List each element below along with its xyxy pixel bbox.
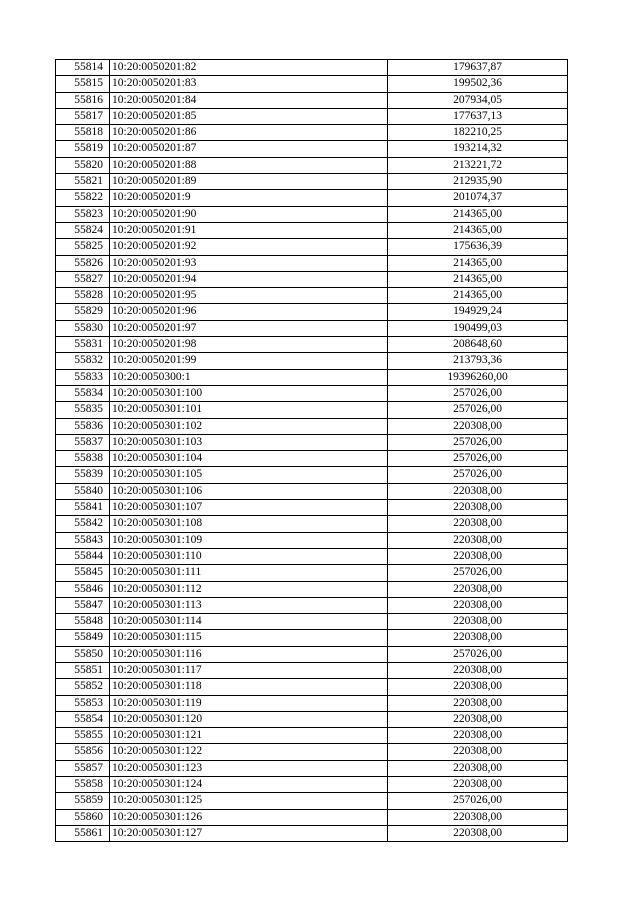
value-cell: 220308,00 xyxy=(388,597,568,613)
row-number-cell: 55825 xyxy=(56,239,110,255)
cadastral-number-cell: 10:20:0050301:119 xyxy=(110,695,388,711)
cadastral-number-cell: 10:20:0050201:90 xyxy=(110,206,388,222)
table-row xyxy=(56,402,568,418)
cadastral-number-cell: 10:20:0050201:94 xyxy=(110,271,388,287)
cadastral-number-cell: 10:20:0050201:84 xyxy=(110,92,388,108)
cadastral-number-cell: 10:20:0050201:87 xyxy=(110,141,388,157)
value-cell: 220308,00 xyxy=(388,695,568,711)
table-row xyxy=(56,190,568,206)
value-cell: 220308,00 xyxy=(388,662,568,678)
row-number-cell: 55852 xyxy=(56,679,110,695)
cadastral-number-cell: 10:20:0050201:93 xyxy=(110,255,388,271)
value-cell: 220308,00 xyxy=(388,532,568,548)
row-number-cell: 55823 xyxy=(56,206,110,222)
cadastral-number-cell: 10:20:0050301:112 xyxy=(110,581,388,597)
row-number-cell: 55833 xyxy=(56,369,110,385)
table-row xyxy=(56,565,568,581)
value-cell: 220308,00 xyxy=(388,679,568,695)
cadastral-number-cell: 10:20:0050201:92 xyxy=(110,239,388,255)
table-row xyxy=(56,760,568,776)
table-row xyxy=(56,777,568,793)
value-cell: 213793,36 xyxy=(388,353,568,369)
value-cell: 257026,00 xyxy=(388,385,568,401)
table-row xyxy=(56,581,568,597)
cadastral-number-cell: 10:20:0050201:9 xyxy=(110,190,388,206)
table-row xyxy=(56,662,568,678)
cadastral-number-cell: 10:20:0050201:98 xyxy=(110,337,388,353)
table-row xyxy=(56,614,568,630)
table-row xyxy=(56,532,568,548)
value-cell: 190499,03 xyxy=(388,320,568,336)
cadastral-number-cell: 10:20:0050201:96 xyxy=(110,304,388,320)
value-cell: 19396260,00 xyxy=(388,369,568,385)
row-number-cell: 55828 xyxy=(56,288,110,304)
value-cell: 208648,60 xyxy=(388,337,568,353)
cadastral-number-cell: 10:20:0050301:126 xyxy=(110,809,388,825)
row-number-cell: 55819 xyxy=(56,141,110,157)
table-row xyxy=(56,255,568,271)
cadastral-number-cell: 10:20:0050301:107 xyxy=(110,500,388,516)
row-number-cell: 55832 xyxy=(56,353,110,369)
value-cell: 257026,00 xyxy=(388,467,568,483)
row-number-cell: 55855 xyxy=(56,728,110,744)
cadastral-number-cell: 10:20:0050201:88 xyxy=(110,157,388,173)
value-cell: 257026,00 xyxy=(388,402,568,418)
cadastral-number-cell: 10:20:0050201:86 xyxy=(110,125,388,141)
value-cell: 220308,00 xyxy=(388,760,568,776)
table-row xyxy=(56,337,568,353)
table-row xyxy=(56,744,568,760)
value-cell: 220308,00 xyxy=(388,777,568,793)
value-cell: 193214,32 xyxy=(388,141,568,157)
value-cell: 182210,25 xyxy=(388,125,568,141)
table-row xyxy=(56,60,568,76)
table-row xyxy=(56,548,568,564)
table-row xyxy=(56,711,568,727)
table-row xyxy=(56,646,568,662)
table-row xyxy=(56,825,568,841)
value-cell: 214365,00 xyxy=(388,288,568,304)
table-row xyxy=(56,92,568,108)
cadastral-number-cell: 10:20:0050301:104 xyxy=(110,451,388,467)
value-cell: 220308,00 xyxy=(388,728,568,744)
value-cell: 175636,39 xyxy=(388,239,568,255)
value-cell: 257026,00 xyxy=(388,793,568,809)
cadastral-number-cell: 10:20:0050301:106 xyxy=(110,483,388,499)
table-row xyxy=(56,108,568,124)
row-number-cell: 55861 xyxy=(56,825,110,841)
table-row xyxy=(56,174,568,190)
table-row xyxy=(56,434,568,450)
row-number-cell: 55857 xyxy=(56,760,110,776)
table-row xyxy=(56,385,568,401)
row-number-cell: 55850 xyxy=(56,646,110,662)
cadastral-number-cell: 10:20:0050301:114 xyxy=(110,614,388,630)
cadastral-number-cell: 10:20:0050201:99 xyxy=(110,353,388,369)
table-row xyxy=(56,728,568,744)
table-row xyxy=(56,793,568,809)
cadastral-number-cell: 10:20:0050301:121 xyxy=(110,728,388,744)
table-body xyxy=(56,60,568,842)
row-number-cell: 55851 xyxy=(56,662,110,678)
table-row xyxy=(56,695,568,711)
table-row xyxy=(56,369,568,385)
value-cell: 257026,00 xyxy=(388,434,568,450)
value-cell: 214365,00 xyxy=(388,271,568,287)
table-row xyxy=(56,304,568,320)
row-number-cell: 55853 xyxy=(56,695,110,711)
row-number-cell: 55847 xyxy=(56,597,110,613)
table-row xyxy=(56,76,568,92)
row-number-cell: 55827 xyxy=(56,271,110,287)
cadastral-number-cell: 10:20:0050301:109 xyxy=(110,532,388,548)
row-number-cell: 55831 xyxy=(56,337,110,353)
table-row xyxy=(56,125,568,141)
row-number-cell: 55818 xyxy=(56,125,110,141)
cadastral-number-cell: 10:20:0050301:124 xyxy=(110,777,388,793)
table-row xyxy=(56,630,568,646)
cadastral-number-cell: 10:20:0050301:125 xyxy=(110,793,388,809)
table-row xyxy=(56,467,568,483)
value-cell: 220308,00 xyxy=(388,809,568,825)
table-row xyxy=(56,516,568,532)
cadastral-number-cell: 10:20:0050301:113 xyxy=(110,597,388,613)
row-number-cell: 55830 xyxy=(56,320,110,336)
row-number-cell: 55840 xyxy=(56,483,110,499)
table-row xyxy=(56,597,568,613)
value-cell: 207934,05 xyxy=(388,92,568,108)
value-cell: 177637,13 xyxy=(388,108,568,124)
row-number-cell: 55834 xyxy=(56,385,110,401)
value-cell: 220308,00 xyxy=(388,711,568,727)
row-number-cell: 55837 xyxy=(56,434,110,450)
table-row xyxy=(56,222,568,238)
row-number-cell: 55836 xyxy=(56,418,110,434)
row-number-cell: 55841 xyxy=(56,500,110,516)
value-cell: 220308,00 xyxy=(388,630,568,646)
value-cell: 212935,90 xyxy=(388,174,568,190)
value-cell: 214365,00 xyxy=(388,222,568,238)
cadastral-number-cell: 10:20:0050300:1 xyxy=(110,369,388,385)
row-number-cell: 55815 xyxy=(56,76,110,92)
table-row xyxy=(56,320,568,336)
row-number-cell: 55854 xyxy=(56,711,110,727)
cadastral-number-cell: 10:20:0050301:116 xyxy=(110,646,388,662)
value-cell: 257026,00 xyxy=(388,451,568,467)
cadastral-number-cell: 10:20:0050201:89 xyxy=(110,174,388,190)
row-number-cell: 55838 xyxy=(56,451,110,467)
value-cell: 194929,24 xyxy=(388,304,568,320)
value-cell: 179637,87 xyxy=(388,60,568,76)
cadastral-number-cell: 10:20:0050301:122 xyxy=(110,744,388,760)
row-number-cell: 55844 xyxy=(56,548,110,564)
value-cell: 220308,00 xyxy=(388,483,568,499)
table-row xyxy=(56,418,568,434)
table-row xyxy=(56,483,568,499)
row-number-cell: 55858 xyxy=(56,777,110,793)
cadastral-number-cell: 10:20:0050201:95 xyxy=(110,288,388,304)
row-number-cell: 55848 xyxy=(56,614,110,630)
cadastral-number-cell: 10:20:0050201:85 xyxy=(110,108,388,124)
value-cell: 201074,37 xyxy=(388,190,568,206)
row-number-cell: 55822 xyxy=(56,190,110,206)
row-number-cell: 55824 xyxy=(56,222,110,238)
value-cell: 213221,72 xyxy=(388,157,568,173)
value-cell: 257026,00 xyxy=(388,565,568,581)
cadastral-number-cell: 10:20:0050301:118 xyxy=(110,679,388,695)
row-number-cell: 55814 xyxy=(56,60,110,76)
row-number-cell: 55860 xyxy=(56,809,110,825)
table-row xyxy=(56,141,568,157)
table-row xyxy=(56,500,568,516)
value-cell: 220308,00 xyxy=(388,418,568,434)
cadastral-number-cell: 10:20:0050301:127 xyxy=(110,825,388,841)
table-row xyxy=(56,288,568,304)
cadastral-value-table xyxy=(55,59,568,842)
table-row xyxy=(56,451,568,467)
table-row xyxy=(56,157,568,173)
cadastral-number-cell: 10:20:0050301:117 xyxy=(110,662,388,678)
row-number-cell: 55835 xyxy=(56,402,110,418)
row-number-cell: 55826 xyxy=(56,255,110,271)
value-cell: 220308,00 xyxy=(388,548,568,564)
table-row xyxy=(56,271,568,287)
cadastral-number-cell: 10:20:0050201:97 xyxy=(110,320,388,336)
row-number-cell: 55820 xyxy=(56,157,110,173)
cadastral-number-cell: 10:20:0050301:110 xyxy=(110,548,388,564)
table-row xyxy=(56,239,568,255)
cadastral-number-cell: 10:20:0050301:103 xyxy=(110,434,388,450)
value-cell: 199502,36 xyxy=(388,76,568,92)
table-row xyxy=(56,679,568,695)
row-number-cell: 55849 xyxy=(56,630,110,646)
row-number-cell: 55842 xyxy=(56,516,110,532)
row-number-cell: 55843 xyxy=(56,532,110,548)
value-cell: 220308,00 xyxy=(388,614,568,630)
row-number-cell: 55821 xyxy=(56,174,110,190)
cadastral-number-cell: 10:20:0050301:101 xyxy=(110,402,388,418)
value-cell: 220308,00 xyxy=(388,581,568,597)
row-number-cell: 55817 xyxy=(56,108,110,124)
value-cell: 220308,00 xyxy=(388,516,568,532)
value-cell: 220308,00 xyxy=(388,500,568,516)
value-cell: 220308,00 xyxy=(388,744,568,760)
row-number-cell: 55859 xyxy=(56,793,110,809)
table-row xyxy=(56,809,568,825)
document-page xyxy=(55,59,567,842)
cadastral-number-cell: 10:20:0050301:123 xyxy=(110,760,388,776)
cadastral-number-cell: 10:20:0050301:105 xyxy=(110,467,388,483)
row-number-cell: 55829 xyxy=(56,304,110,320)
cadastral-number-cell: 10:20:0050201:83 xyxy=(110,76,388,92)
cadastral-number-cell: 10:20:0050201:82 xyxy=(110,60,388,76)
cadastral-number-cell: 10:20:0050301:102 xyxy=(110,418,388,434)
value-cell: 214365,00 xyxy=(388,206,568,222)
cadastral-number-cell: 10:20:0050301:115 xyxy=(110,630,388,646)
table-row xyxy=(56,353,568,369)
table-row xyxy=(56,206,568,222)
row-number-cell: 55856 xyxy=(56,744,110,760)
value-cell: 220308,00 xyxy=(388,825,568,841)
value-cell: 214365,00 xyxy=(388,255,568,271)
cadastral-number-cell: 10:20:0050301:108 xyxy=(110,516,388,532)
cadastral-number-cell: 10:20:0050301:100 xyxy=(110,385,388,401)
value-cell: 257026,00 xyxy=(388,646,568,662)
row-number-cell: 55816 xyxy=(56,92,110,108)
row-number-cell: 55845 xyxy=(56,565,110,581)
cadastral-number-cell: 10:20:0050201:91 xyxy=(110,222,388,238)
row-number-cell: 55846 xyxy=(56,581,110,597)
row-number-cell: 55839 xyxy=(56,467,110,483)
cadastral-number-cell: 10:20:0050301:120 xyxy=(110,711,388,727)
cadastral-number-cell: 10:20:0050301:111 xyxy=(110,565,388,581)
